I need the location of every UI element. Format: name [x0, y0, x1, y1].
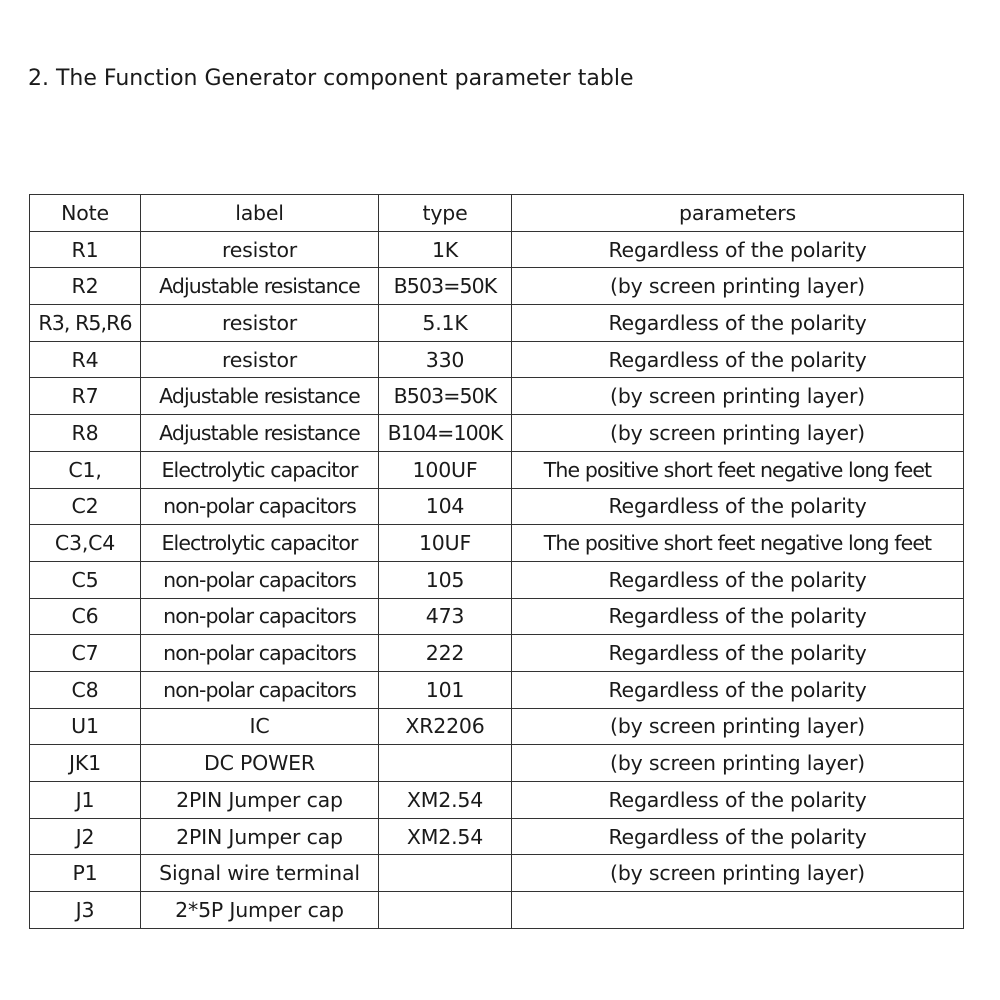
table-row	[30, 818, 964, 855]
cell-type: XR2206	[379, 708, 512, 745]
cell-parameters: Regardless of the polarity	[512, 671, 964, 708]
cell-parameters: Regardless of the polarity	[512, 818, 964, 855]
cell-type	[379, 745, 512, 782]
cell-label: Adjustable resistance	[141, 268, 379, 305]
cell-note: R1	[30, 231, 141, 268]
cell-type: XM2.54	[379, 818, 512, 855]
cell-parameters: (by screen printing layer)	[512, 745, 964, 782]
header-label: label	[141, 195, 379, 232]
table-row	[30, 561, 964, 598]
cell-parameters: (by screen printing layer)	[512, 415, 964, 452]
cell-type: 5.1K	[379, 305, 512, 342]
header-type: type	[379, 195, 512, 232]
header-note: Note	[30, 195, 141, 232]
cell-label: IC	[141, 708, 379, 745]
cell-label: DC POWER	[141, 745, 379, 782]
cell-parameters: Regardless of the polarity	[512, 635, 964, 672]
cell-parameters: Regardless of the polarity	[512, 598, 964, 635]
table-row	[30, 635, 964, 672]
table-row	[30, 671, 964, 708]
cell-label: non-polar capacitors	[141, 561, 379, 598]
page-title: 2. The Function Generator component parameter table	[28, 66, 634, 91]
cell-note: J3	[30, 892, 141, 929]
cell-note: C8	[30, 671, 141, 708]
cell-type	[379, 855, 512, 892]
cell-parameters: Regardless of the polarity	[512, 305, 964, 342]
cell-parameters: Regardless of the polarity	[512, 341, 964, 378]
cell-type: 222	[379, 635, 512, 672]
cell-note: R4	[30, 341, 141, 378]
cell-type: 10UF	[379, 525, 512, 562]
cell-note: R3, R5,R6	[30, 305, 141, 342]
cell-parameters	[512, 892, 964, 929]
cell-type: 1K	[379, 231, 512, 268]
cell-note: C2	[30, 488, 141, 525]
cell-type: B503=50K	[379, 268, 512, 305]
table-row	[30, 708, 964, 745]
cell-type: 105	[379, 561, 512, 598]
table-row	[30, 782, 964, 819]
cell-label: 2PIN Jumper cap	[141, 782, 379, 819]
cell-label: Adjustable resistance	[141, 378, 379, 415]
header-parameters: parameters	[512, 195, 964, 232]
table-header-row	[30, 195, 964, 232]
cell-note: J2	[30, 818, 141, 855]
cell-note: R7	[30, 378, 141, 415]
cell-label: resistor	[141, 231, 379, 268]
cell-type: B104=100K	[379, 415, 512, 452]
cell-note: C7	[30, 635, 141, 672]
table-row	[30, 378, 964, 415]
cell-note: R8	[30, 415, 141, 452]
cell-label: 2PIN Jumper cap	[141, 818, 379, 855]
cell-type: XM2.54	[379, 782, 512, 819]
cell-note: R2	[30, 268, 141, 305]
table-row	[30, 745, 964, 782]
table-row	[30, 488, 964, 525]
table-row	[30, 305, 964, 342]
table-row	[30, 855, 964, 892]
cell-type: 473	[379, 598, 512, 635]
cell-label: non-polar capacitors	[141, 598, 379, 635]
cell-note: C5	[30, 561, 141, 598]
cell-parameters: (by screen printing layer)	[512, 268, 964, 305]
table-row	[30, 525, 964, 562]
cell-note: U1	[30, 708, 141, 745]
cell-note: JK1	[30, 745, 141, 782]
cell-type: 101	[379, 671, 512, 708]
cell-type	[379, 892, 512, 929]
cell-label: Adjustable resistance	[141, 415, 379, 452]
cell-label: Electrolytic capacitor	[141, 451, 379, 488]
table-row	[30, 231, 964, 268]
cell-parameters: Regardless of the polarity	[512, 561, 964, 598]
cell-label: non-polar capacitors	[141, 488, 379, 525]
cell-label: resistor	[141, 341, 379, 378]
cell-parameters: (by screen printing layer)	[512, 708, 964, 745]
component-parameter-table	[29, 194, 964, 929]
cell-note: C1,	[30, 451, 141, 488]
cell-label: non-polar capacitors	[141, 671, 379, 708]
cell-type: 104	[379, 488, 512, 525]
cell-label: Signal wire terminal	[141, 855, 379, 892]
table-row	[30, 268, 964, 305]
cell-note: P1	[30, 855, 141, 892]
cell-parameters: The positive short feet negative long feet	[512, 525, 964, 562]
cell-parameters: (by screen printing layer)	[512, 378, 964, 415]
table-row	[30, 415, 964, 452]
table-row	[30, 451, 964, 488]
cell-type: 100UF	[379, 451, 512, 488]
cell-parameters: (by screen printing layer)	[512, 855, 964, 892]
cell-label: resistor	[141, 305, 379, 342]
cell-note: J1	[30, 782, 141, 819]
table-row	[30, 892, 964, 929]
cell-parameters: Regardless of the polarity	[512, 782, 964, 819]
cell-parameters: Regardless of the polarity	[512, 488, 964, 525]
cell-type: B503=50K	[379, 378, 512, 415]
cell-label: Electrolytic capacitor	[141, 525, 379, 562]
cell-note: C6	[30, 598, 141, 635]
cell-label: 2*5P Jumper cap	[141, 892, 379, 929]
table-row	[30, 341, 964, 378]
cell-parameters: The positive short feet negative long feet	[512, 451, 964, 488]
table-body	[30, 231, 964, 928]
cell-label: non-polar capacitors	[141, 635, 379, 672]
table-row	[30, 598, 964, 635]
cell-type: 330	[379, 341, 512, 378]
cell-parameters: Regardless of the polarity	[512, 231, 964, 268]
cell-note: C3,C4	[30, 525, 141, 562]
